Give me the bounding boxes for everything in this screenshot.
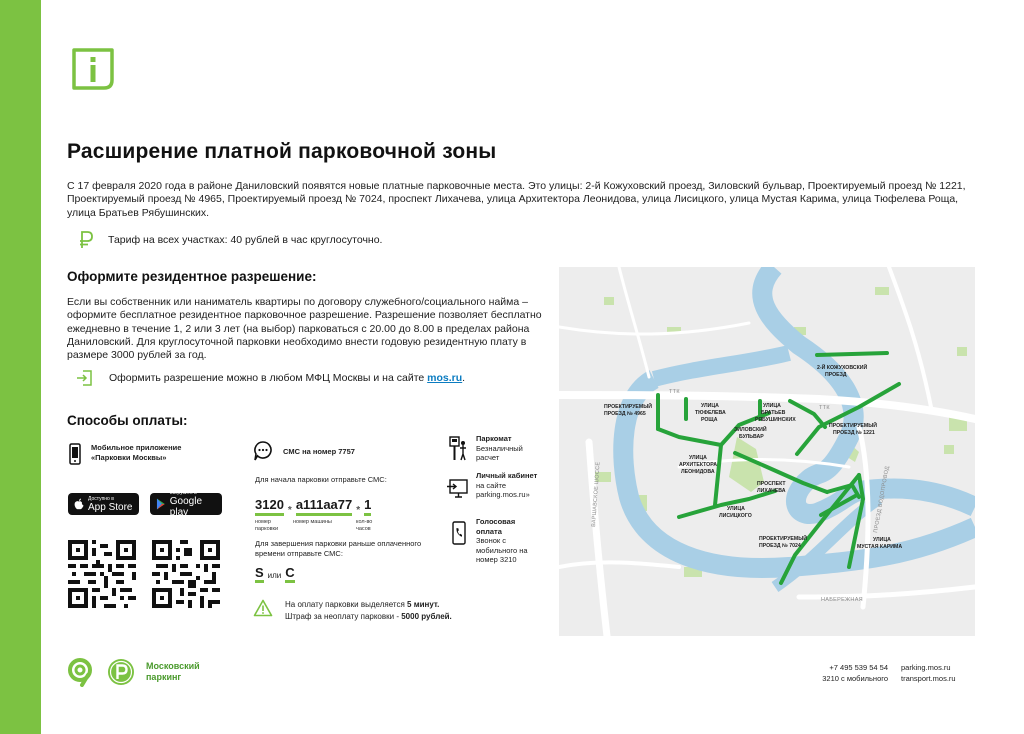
svg-text:ТТК: ТТК xyxy=(669,389,680,395)
payment-heading: Способы оплаты: xyxy=(67,413,188,428)
resident-heading: Оформите резидентное разрешение: xyxy=(67,269,317,284)
sms-code: 3120 * а111аа77 * 1 xyxy=(255,497,372,516)
mos-ru-link[interactable]: mos.ru xyxy=(427,372,463,384)
mobile-call-icon xyxy=(452,521,466,545)
caption-hours: кол-во часов xyxy=(356,519,373,532)
app-store-button[interactable]: Доступно в App Store xyxy=(68,493,139,515)
google-play-icon xyxy=(156,498,166,510)
voice-text: Голосовая оплата Звонок с мобильного на номер 3210 xyxy=(476,517,528,564)
svg-text:ТТК: ТТК xyxy=(819,405,830,411)
svg-text:ВАРШАВСКОЕ ШОССЕ: ВАРШАВСКОЕ ШОССЕ xyxy=(591,461,602,528)
svg-text:УЛИЦАМУСТАЯ КАРИМА: УЛИЦА МУСТАЯ КАРИМА xyxy=(857,537,903,550)
moscow-transport-logo-icon xyxy=(66,657,96,687)
sms-code-hours: 1 xyxy=(364,497,371,516)
left-accent-bar xyxy=(0,0,41,734)
smartphone-icon xyxy=(69,443,81,465)
qr-code-app-store[interactable] xyxy=(68,540,136,608)
svg-text:ЗИЛОВСКИЙБУЛЬВАР: ЗИЛОВСКИЙ БУЛЬВАР xyxy=(734,427,767,440)
tariff-text: Тариф на всех участках: 40 рублей в час круглосуточно. xyxy=(108,234,383,246)
sms-end-text: Для завершения парковки раньше оплаченного времени отправьте СМС: xyxy=(255,539,422,558)
warning-icon xyxy=(253,599,273,617)
sms-stop-codes: S или C xyxy=(255,565,295,583)
svg-text:УЛИЦАЛИСИЦКОГО: УЛИЦА ЛИСИЦКОГО xyxy=(719,506,752,519)
svg-text:ПРОЕКТИРУЕМЫЙПРОЕЗД № 4965: ПРОЕКТИРУЕМЫЙ ПРОЕЗД № 4965 xyxy=(604,404,653,417)
footer-site-parking[interactable]: parking.mos.ru xyxy=(901,663,951,672)
footer-site-transport[interactable]: transport.mos.ru xyxy=(901,674,956,683)
caption-zone: номер парковки xyxy=(255,519,279,532)
svg-text:УЛИЦААРХИТЕКТОРАЛЕОНИДОВА: УЛИЦА АРХИТЕКТОРА ЛЕОНИДОВА xyxy=(679,455,717,475)
sms-title: СМС на номер 7757 xyxy=(283,447,355,456)
footer-sites xyxy=(901,662,956,684)
svg-text:УЛИЦАТЮФЕЛЕВАРОЩА: УЛИЦА ТЮФЕЛЕВА РОЩА xyxy=(695,403,726,423)
svg-text:УЛИЦАБРАТЬЕВРЯБУШИНСКИХ: УЛИЦА БРАТЬЕВ РЯБУШИНСКИХ xyxy=(755,403,796,423)
cabinet-text: Личный кабинет на сайте parking.mos.ru» xyxy=(476,471,538,499)
google-play-button[interactable]: Загрузите в Google play xyxy=(150,493,222,515)
caption-plate: номер машины xyxy=(293,519,332,525)
svg-text:ПРОЕКТИРУЕМЫЙПРОЕЗД № 7024: ПРОЕКТИРУЕМЫЙ ПРОЕЗД № 7024 xyxy=(759,536,808,549)
mfc-row xyxy=(75,369,465,387)
intro-text: С 17 февраля 2020 года в районе Даниловский появятся новые платные парковочные места. Это улицы: 2-й Кожуховский проезд, Зиловский бульвар, Проектируемый проезд № 1221, Проектируемый проезд № 4965, Проектируемый проезд № 7024, проспект Лихачева, улица Архитектора Леонидова, улица Лисицкого, улица Мустая Карима, улица Тюфелева Роща, улица Братьев Рябушинских. xyxy=(67,180,966,219)
svg-text:ПРОЕЗД ВОДОПРОВОД: ПРОЕЗД ВОДОПРОВОД xyxy=(873,465,891,534)
parking-meter-icon xyxy=(449,436,467,462)
brand-name: Московский паркинг xyxy=(146,661,200,682)
app-caption: Мобильное приложение «Парковки Москвы» xyxy=(91,443,182,462)
enter-icon xyxy=(75,369,93,387)
sms-start-text: Для начала парковки отправьте СМС: xyxy=(255,475,387,484)
svg-text:2-Й КОЖУХОВСКИЙПРОЕЗД: 2-Й КОЖУХОВСКИЙ ПРОЕЗД xyxy=(817,365,868,378)
qr-code-google-play[interactable] xyxy=(152,540,220,608)
parkomat-text: Паркомат Безналичный расчет xyxy=(476,434,523,462)
sms-bubble-icon xyxy=(253,440,273,462)
svg-text:НАБЕРЕЖНАЯ: НАБЕРЕЖНАЯ xyxy=(821,597,863,603)
svg-text:ПРОЕКТИРУЕМЫЙПРОЕЗД № 1221: ПРОЕКТИРУЕМЫЙ ПРОЕЗД № 1221 xyxy=(829,423,878,436)
info-icon xyxy=(70,46,116,92)
ruble-icon xyxy=(78,230,94,250)
sms-code-zone: 3120 xyxy=(255,497,284,516)
warning-text: На оплату парковки выделяется 5 минут. Штраф за неоплату парковки - 5000 рублей. xyxy=(285,600,452,621)
resident-text: Если вы собственник или наниматель квартиры по договору служебного/социального найма – оформите бесплатное резидентное парковочное разрешение. Разрешение позволяет бесплатно ежедневно в течение 1, 2 или 3 лет (на выбор) парковаться с 20.00 до 8.00 в пределах района Даниловский. Для круглосуточной парковки необходимо внести годовую резидентную плату в размере 3000 рублей за год. xyxy=(67,296,542,362)
mfc-text: Оформить разрешение можно в любом МФЦ Москвы и на сайте mos.ru. xyxy=(109,372,466,384)
footer-phone[interactable]: +7 495 539 54 54 xyxy=(829,663,888,672)
route-kozhuhovsky xyxy=(817,353,887,355)
tariff-row xyxy=(78,230,382,250)
map-canvas xyxy=(559,267,975,636)
footer-phones xyxy=(812,662,888,684)
svg-text:ПРОСПЕКТЛИХАЧЕВА: ПРОСПЕКТ ЛИХАЧЕВА xyxy=(757,481,786,494)
computer-login-icon xyxy=(446,479,468,499)
page-title: Расширение платной парковочной зоны xyxy=(67,140,497,163)
footer-mobile: 3210 с мобильного xyxy=(822,674,888,683)
district-map xyxy=(559,267,975,636)
parking-logo-icon xyxy=(106,657,136,687)
sms-code-plate: а111аа77 xyxy=(296,497,352,516)
apple-icon xyxy=(74,498,84,510)
